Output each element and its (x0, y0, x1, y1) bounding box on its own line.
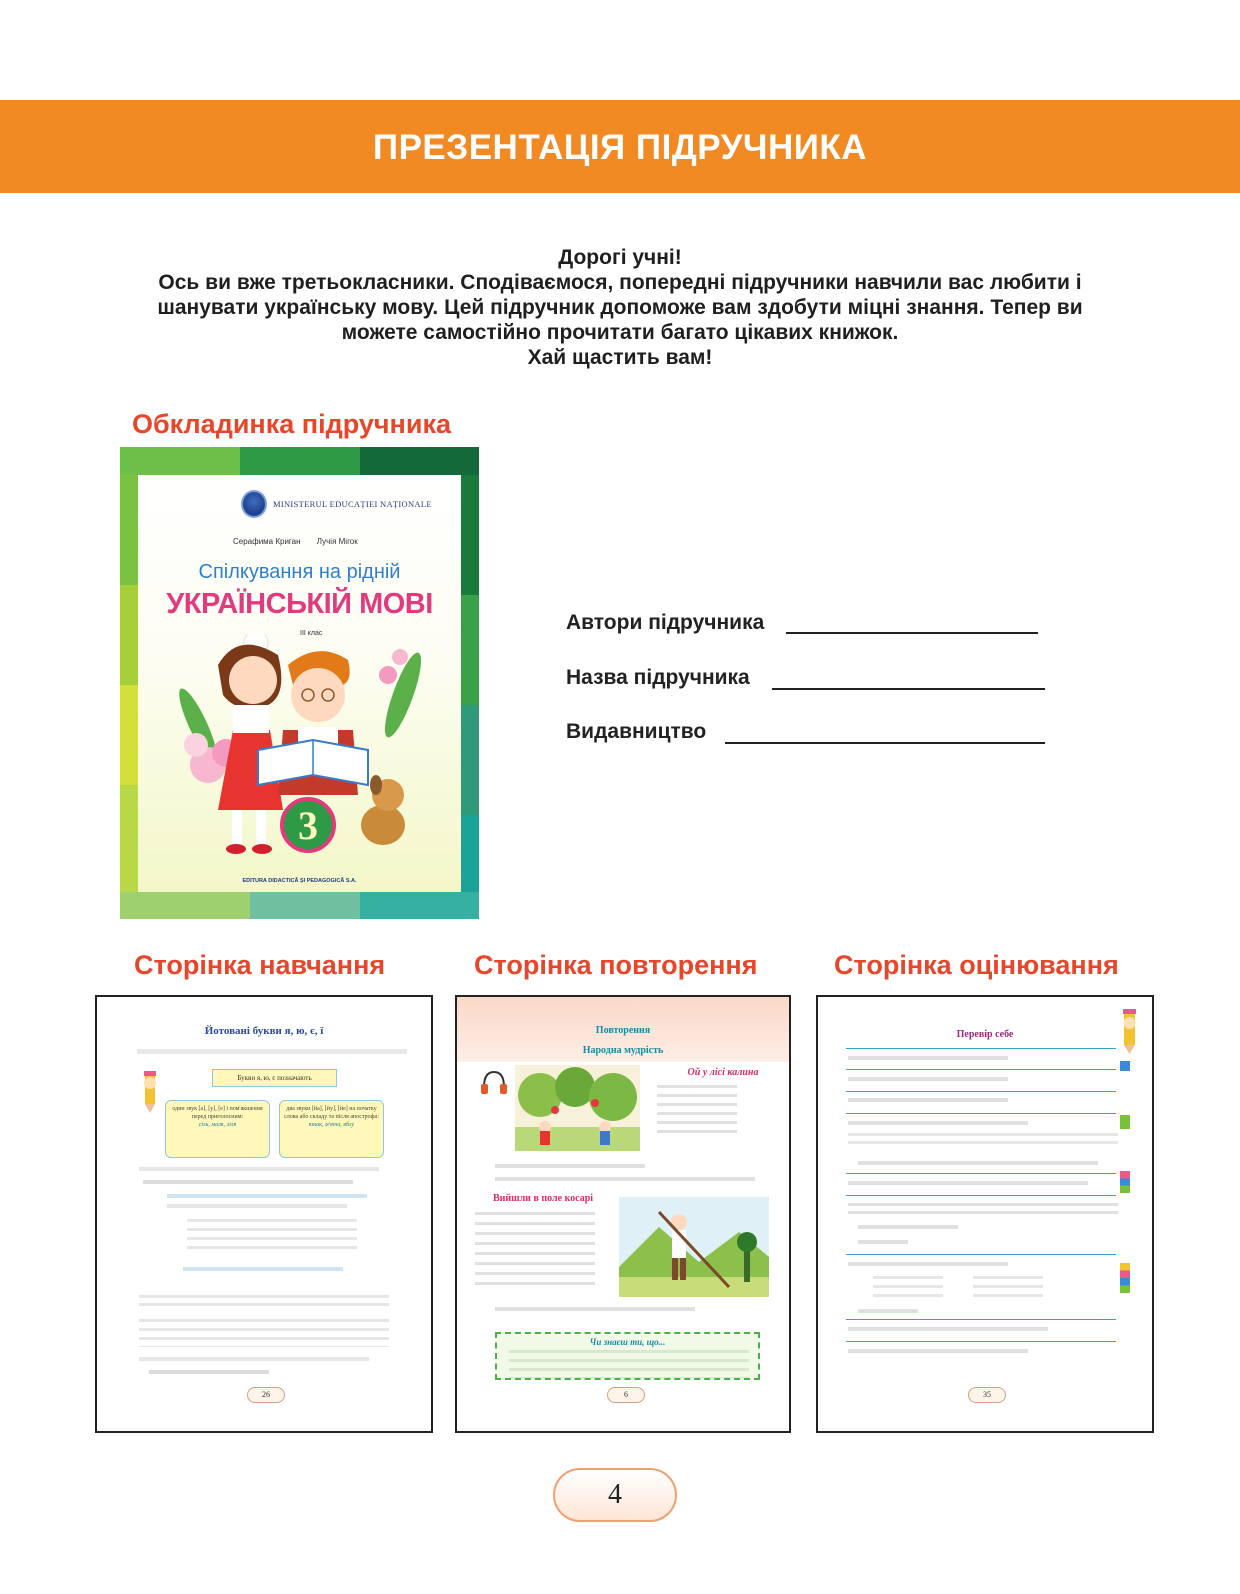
review-page-thumbnail (455, 995, 791, 1433)
mower-illustration-icon (619, 1197, 769, 1297)
cover-class-label: III клас (300, 630, 323, 637)
publisher-label: Видавництво (566, 720, 707, 743)
thumb-heading: Йотовані букви я, ю, є, ї (204, 1025, 324, 1037)
thumb-heading: Перевір себе (956, 1029, 1014, 1040)
authors-label: Автори підручника (566, 611, 765, 634)
intro-line: шанувати українську мову. Цей підручник допоможе вам здобути міцні знання. Тепер ви (157, 296, 1083, 319)
pencil-mascot-icon (1116, 1005, 1144, 1055)
thumb-poem-title: Ой у лісі калина (687, 1067, 759, 1078)
header-banner (0, 100, 1240, 193)
cover-children-illustration-icon (178, 635, 428, 865)
pencil-mascot-icon (135, 1069, 165, 1114)
page-title: ПРЕЗЕНТАЦІЯ ПІДРУЧНИКА (372, 128, 868, 167)
page-number: 4 (608, 1479, 622, 1510)
cover-author: Серафима Криган (233, 537, 301, 546)
authors-blank-line[interactable] (786, 632, 1038, 634)
thumb-page-number: 6 (607, 1387, 645, 1403)
cover-publisher: EDITURA DIDACTICĂ ȘI PEDAGOGICĂ S.A. (242, 878, 357, 884)
cube-icon (1120, 1263, 1130, 1293)
thumb-page-number: 35 (968, 1387, 1006, 1403)
cover-section-title: Обкладинка підручника (132, 409, 451, 439)
cover-title-line2: УКРАЇНСЬКІЙ МОВІ (166, 588, 433, 620)
cover-author: Лучія Мігок (316, 537, 358, 546)
thumb-heading: Повторення (595, 1025, 651, 1036)
publisher-blank-line[interactable] (725, 742, 1045, 744)
cube-icon (1120, 1061, 1130, 1071)
title-label: Назва підручника (566, 666, 750, 689)
cube-icon (1120, 1115, 1130, 1129)
learning-page-thumbnail (95, 995, 433, 1433)
textbook-cover (120, 447, 479, 919)
intro-closing: Хай щастить вам! (527, 346, 713, 369)
intro-greeting: Дорогі учні! (558, 246, 682, 269)
page-number-badge (553, 1468, 677, 1522)
assessment-page-thumbnail (816, 995, 1154, 1433)
title-blank-line[interactable] (772, 688, 1045, 690)
intro-text (80, 245, 1160, 370)
thumb-subheading: Народна мудрість (582, 1045, 664, 1056)
learning-page-title: Сторінка навчання (134, 950, 386, 980)
cover-title-line1: Спілкування на рідній (198, 561, 401, 583)
thumb-info-box: Чи знаєш ти, що... (495, 1332, 760, 1380)
cover-ministry: MINISTERUL EDUCAȚIEI NAȚIONALE (273, 499, 432, 509)
assessment-page-title: Сторінка оцінювання (834, 950, 1119, 980)
headphones-icon (479, 1069, 509, 1097)
intro-line: можете самостійно прочитати багато цікавих книжок. (341, 321, 899, 344)
thumb-poem2-title: Вийшли в поле косарі (492, 1193, 594, 1204)
ministry-crest-icon (241, 490, 267, 518)
thumb-box-title: Букви я, ю, є позначають (212, 1069, 337, 1087)
cover-authors (233, 537, 372, 546)
intro-line: Ось ви вже третьокласники. Сподіваємося, попередні підручники навчили вас любити і (158, 271, 1082, 294)
thumb-page-number: 26 (247, 1387, 285, 1403)
review-page-title: Сторінка повторення (474, 950, 758, 980)
cover-grade-number: 3 (298, 803, 318, 848)
cube-icon (1120, 1171, 1130, 1193)
thumb-box-right: два звуки [йа], [йу], [йе] на початку слова або складу та після апострофа: юнак, м'ята, яблу (279, 1100, 384, 1158)
cover-inner (138, 475, 461, 892)
thumb-box-left: один звук [а], [у], [е] і пом'якшення перед приголосним: сіль, маля, ліля (165, 1100, 270, 1158)
